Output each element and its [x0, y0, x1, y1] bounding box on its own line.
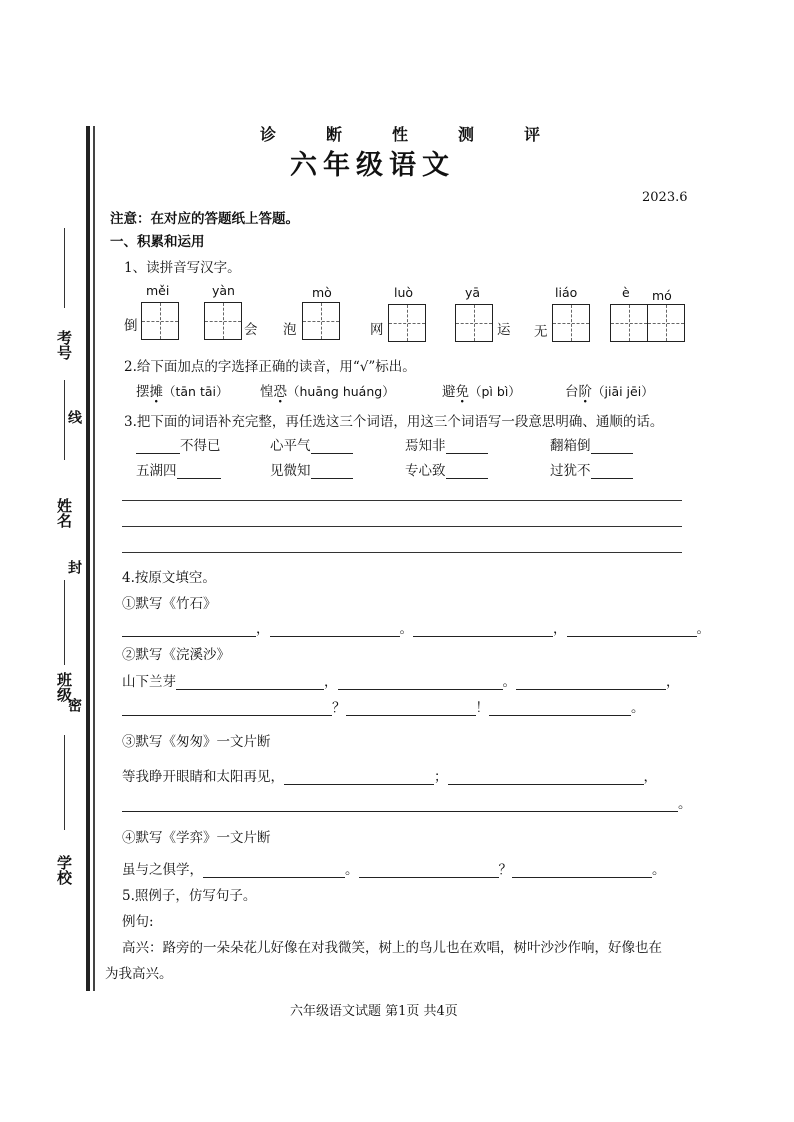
q3-word [136, 434, 221, 454]
char-fixed: 无 [534, 324, 548, 340]
q4-start-text: 山下兰芽 [122, 674, 176, 690]
punct: 。 [502, 674, 516, 690]
exam-date: 2023.6 [642, 190, 688, 205]
tianzige-box[interactable] [302, 302, 340, 340]
q2-dotted-char: 免 [455, 384, 469, 400]
question-1-prompt: 1、读拼音写汉字。 [124, 260, 241, 276]
pinyin: luò [394, 285, 414, 300]
seal-char-seal: 封 [66, 560, 82, 574]
q3-word [270, 459, 353, 479]
punct: ， [666, 674, 680, 690]
pinyin: yàn [212, 283, 235, 298]
answer-blank[interactable] [270, 623, 400, 637]
answer-blank[interactable] [489, 702, 631, 716]
subtitle-char: 断 [325, 125, 342, 144]
q3-word-text: 专心致 [405, 463, 446, 479]
punct: ， [324, 674, 338, 690]
question-5-prompt: 5.照例子，仿写句子。 [122, 888, 257, 904]
q3-word [405, 434, 488, 454]
class-label: 班级 [55, 672, 73, 702]
punct: 。 [696, 621, 710, 637]
tianzige-box[interactable] [455, 304, 493, 342]
q4-part-3-blanks [122, 765, 657, 785]
margin-line [64, 735, 65, 830]
punct: ？ [332, 700, 346, 716]
pinyin: liáo [555, 285, 578, 300]
pinyin: yā [465, 285, 481, 300]
punct: ， [643, 769, 657, 785]
writing-line[interactable] [122, 552, 682, 553]
q4-part-1: ①默写《竹石》 [122, 596, 217, 612]
subtitle-char: 评 [523, 125, 540, 144]
q2-dotted-char: 摊 [149, 384, 163, 400]
q2-item [260, 380, 395, 400]
q4-part-3-blanks-2 [122, 792, 692, 812]
example-sentence-line-2: 为我高兴。 [105, 966, 173, 982]
q2-pron-options[interactable]: （tān tāi） [163, 384, 229, 399]
q2-pron-options[interactable]: （jiāi jēi） [592, 384, 654, 399]
q3-word-text: 不得已 [180, 438, 221, 454]
question-2-prompt: 2.给下面加点的字选择正确的读音，用“√”标出。 [124, 359, 416, 375]
answer-blank[interactable] [591, 440, 633, 454]
exam-title: 六年级语文 [290, 150, 455, 181]
exam-subtitle [260, 122, 540, 145]
answer-blank[interactable] [338, 676, 503, 690]
pinyin: měi [146, 283, 170, 298]
q3-word [550, 434, 633, 454]
q3-word-text: 翻箱倒 [550, 438, 591, 454]
tianzige-box[interactable] [388, 304, 426, 342]
writing-line[interactable] [122, 526, 682, 527]
pinyin: è [622, 285, 630, 300]
q4-part-3: ③默写《匆匆》一文片断 [122, 734, 271, 750]
notice: 注意：在对应的答题纸上答题。 [110, 211, 299, 227]
q4-part-2: ②默写《浣溪沙》 [122, 647, 230, 663]
section-heading: 一、积累和运用 [110, 234, 205, 250]
answer-blank[interactable] [591, 465, 633, 479]
answer-blank[interactable] [284, 771, 434, 785]
q4-part-4-blanks [122, 858, 666, 878]
char-fixed: 网 [370, 322, 384, 338]
q2-char: 避 [442, 384, 456, 400]
seal-char-line: 线 [66, 410, 82, 424]
q4-part-1-blanks [122, 617, 710, 637]
punct: 。 [399, 621, 413, 637]
pinyin: mó [652, 288, 672, 303]
answer-blank[interactable] [446, 465, 488, 479]
tianzige-box[interactable] [204, 302, 242, 340]
binding-rule-thick [86, 126, 90, 991]
answer-blank[interactable] [448, 771, 644, 785]
question-4-prompt: 4.按原文填空。 [122, 570, 216, 586]
pinyin: mò [312, 285, 332, 300]
exam-number-label: 考号 [55, 330, 73, 360]
punct: 。 [345, 862, 359, 878]
name-label: 姓名 [55, 498, 73, 528]
q4-part-2-blanks [122, 670, 680, 690]
answer-blank[interactable] [413, 623, 553, 637]
answer-blank[interactable] [122, 623, 256, 637]
char-fixed: 会 [244, 322, 258, 338]
q2-char: 摆 [136, 384, 150, 400]
q2-item [565, 380, 654, 400]
punct: 。 [631, 700, 645, 716]
q3-word [270, 434, 353, 454]
answer-blank[interactable] [359, 864, 499, 878]
answer-blank[interactable] [122, 798, 678, 812]
q2-item [136, 380, 229, 400]
q2-pron-options[interactable]: （pì bì） [469, 384, 521, 399]
q4-start-text: 等我睁开眼睛和太阳再见， [122, 769, 284, 785]
q4-start-text: 虽与之俱学， [122, 862, 203, 878]
margin-line [64, 228, 65, 308]
answer-blank[interactable] [311, 440, 353, 454]
q4-part-2-blanks-2 [122, 696, 645, 716]
binding-rule-thin [93, 126, 95, 991]
question-3-prompt: 3.把下面的词语补充完整，再任选这三个词语，用这三个词语写一段意思明确、通顺的话。 [124, 414, 664, 430]
school-label: 学校 [55, 855, 73, 885]
q3-word-text: 过犹不 [550, 463, 591, 479]
q2-item [442, 380, 521, 400]
subtitle-char: 测 [457, 125, 474, 144]
punct: ， [256, 621, 270, 637]
answer-blank[interactable] [176, 676, 324, 690]
tianzige-box[interactable] [647, 304, 685, 342]
q3-word [405, 459, 488, 479]
answer-blank[interactable] [136, 440, 180, 454]
answer-blank[interactable] [446, 440, 488, 454]
answer-blank[interactable] [567, 623, 697, 637]
punct: ？ [498, 862, 512, 878]
punct: ； [434, 769, 448, 785]
subtitle-char: 诊 [260, 125, 277, 144]
subtitle-char: 性 [391, 125, 408, 144]
seal-char-secret: 密 [66, 698, 82, 712]
q2-dotted-char: 恐 [273, 384, 287, 400]
page-footer: 六年级语文试题 第1页 共4页 [290, 1004, 458, 1019]
q3-word [550, 459, 633, 479]
tianzige-box[interactable] [141, 302, 179, 340]
q2-dotted-char: 阶 [578, 384, 592, 400]
char-fixed: 泡 [283, 322, 297, 338]
punct: ， [553, 621, 567, 637]
char-fixed: 倒 [124, 318, 138, 334]
q3-word [136, 459, 221, 479]
answer-blank[interactable] [203, 864, 345, 878]
punct: 。 [678, 796, 692, 812]
example-label: 例句: [122, 914, 154, 930]
char-fixed: 运 [497, 322, 511, 338]
example-sentence-line-1: 高兴：路旁的一朵朵花儿好像在对我微笑，树上的鸟儿也在欢唱，树叶沙沙作响，好像也在 [122, 940, 662, 956]
writing-line[interactable] [122, 500, 682, 501]
tianzige-box[interactable] [552, 304, 590, 342]
q2-char: 台 [565, 384, 579, 400]
q4-part-4: ④默写《学弈》一文片断 [122, 830, 271, 846]
q3-word-text: 见微知 [270, 463, 311, 479]
q2-pron-options[interactable]: （huāng huáng） [287, 384, 395, 399]
margin-line [64, 580, 65, 665]
q3-word-text: 五湖四 [136, 463, 177, 479]
punct: 。 [652, 862, 666, 878]
answer-blank[interactable] [177, 465, 221, 479]
q2-char: 惶 [260, 384, 274, 400]
answer-blank[interactable] [512, 864, 652, 878]
q3-word-text: 心平气 [270, 438, 311, 454]
tianzige-box[interactable] [610, 304, 648, 342]
q3-word-text: 焉知非 [405, 438, 446, 454]
answer-blank[interactable] [122, 702, 332, 716]
answer-blank[interactable] [346, 702, 476, 716]
punct: ！ [475, 700, 489, 716]
answer-blank[interactable] [311, 465, 353, 479]
answer-blank[interactable] [516, 676, 666, 690]
